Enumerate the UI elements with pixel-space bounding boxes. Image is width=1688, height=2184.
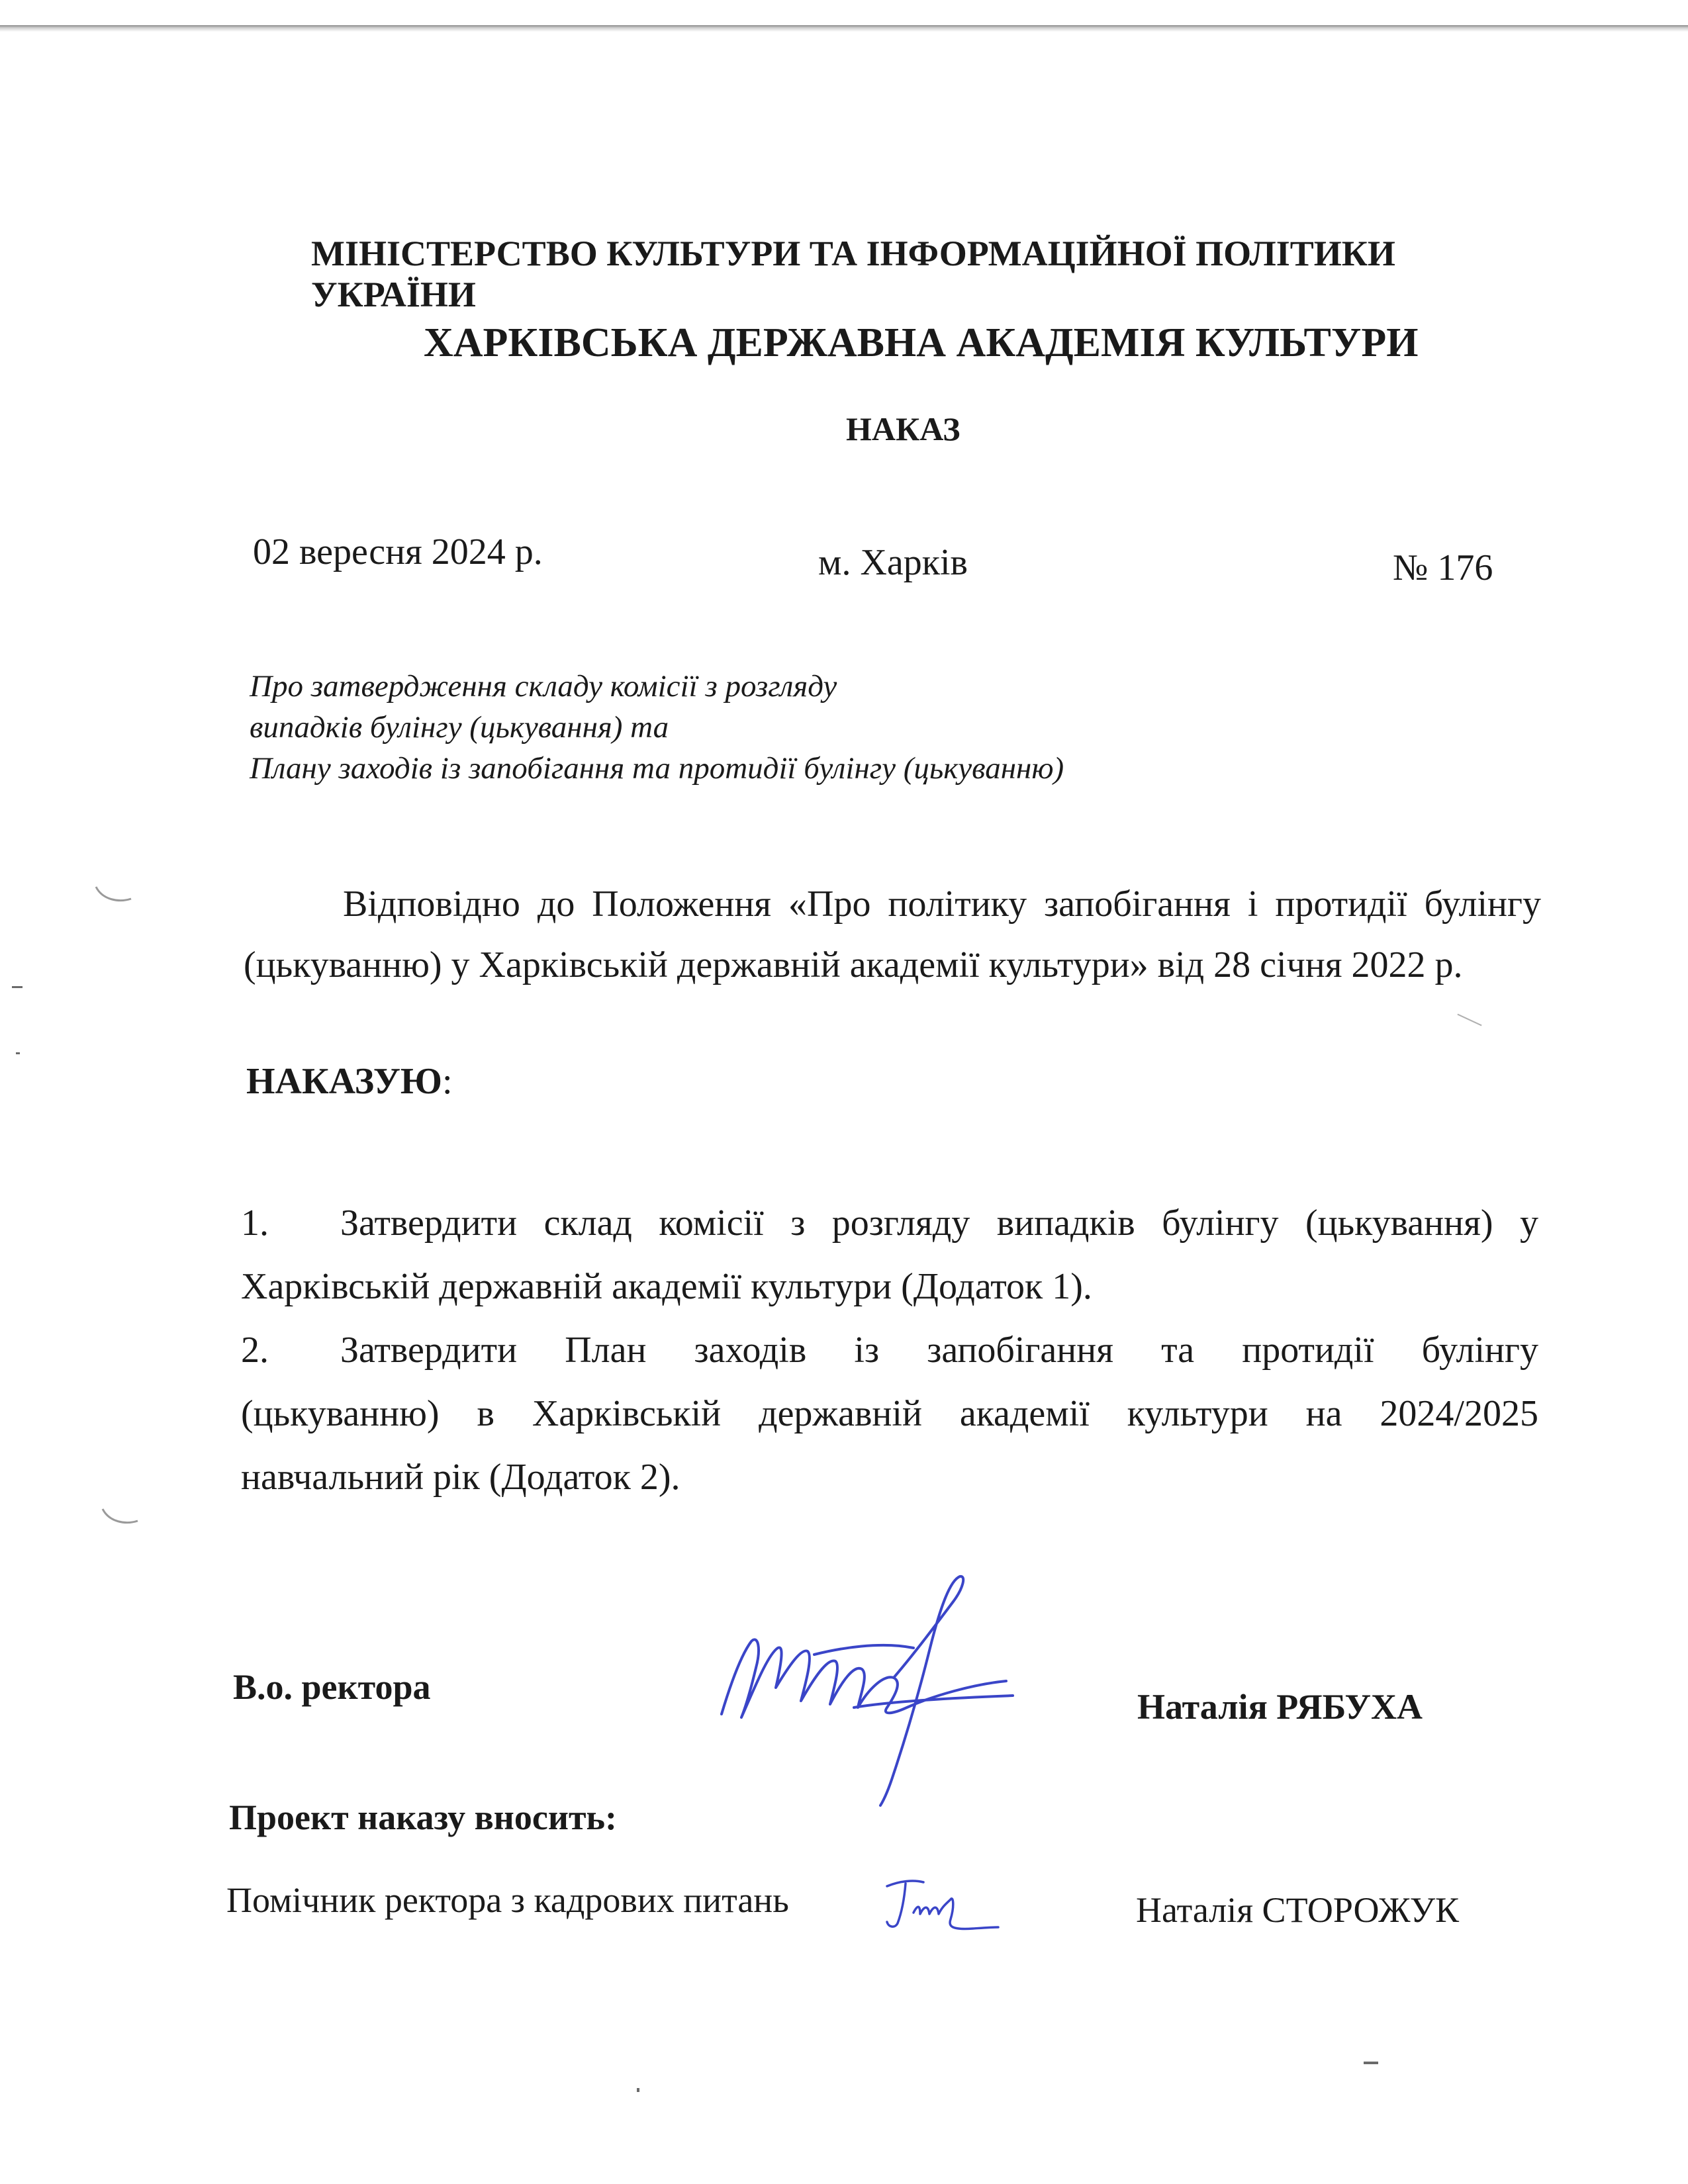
- preamble-line: (цькуванню) у Харківській державній академії культури» від 28 січня 2022 р.: [244, 944, 1463, 985]
- preamble-line: Відповідно до Положення «Про політику запобігання і протидії булінгу: [343, 884, 1541, 925]
- scan-shadow-edge: [0, 25, 1688, 32]
- order-item-line: (цькуванню) в Харківській державній академії культури на 2024/2025: [241, 1393, 1538, 1434]
- order-items: [241, 1191, 1538, 1509]
- order-subject: [250, 666, 1243, 789]
- order-colon: :: [442, 1061, 453, 1102]
- scan-speck: [16, 1052, 20, 1054]
- scan-speck: [1457, 1014, 1481, 1026]
- order-item-line: навчальний рік (Додаток 2).: [241, 1457, 680, 1498]
- scan-speck: [1364, 2062, 1378, 2064]
- order-item: [241, 1318, 1538, 1509]
- order-item-text: Затвердити склад комісії з розгляду випадків булінгу (цькування) у: [340, 1203, 1538, 1244]
- order-directive: [246, 1060, 453, 1103]
- subject-line: Плану заходів із запобігання та протидії булінгу (цькуванню): [250, 751, 1064, 786]
- order-item: [241, 1191, 1538, 1318]
- order-item-line: [241, 1191, 1538, 1255]
- order-item-line: Харківській державній академії культури (Додаток 1).: [241, 1266, 1092, 1307]
- project-submitter-name: Наталія СТОРОЖУК: [1136, 1890, 1460, 1930]
- subject-line: Про затвердження складу комісії з розгляду: [250, 669, 837, 704]
- punch-hole-mark: [99, 1502, 139, 1529]
- scan-margin-top: [0, 0, 1688, 25]
- order-item-number: 1.: [241, 1203, 269, 1244]
- academy-heading: ХАРКІВСЬКА ДЕРЖАВНА АКАДЕМІЯ КУЛЬТУРИ: [424, 320, 1419, 365]
- order-city: м. Харків: [818, 542, 968, 583]
- order-number: № 176: [1393, 547, 1493, 588]
- order-item-text: Затвердити План заходів із запобігання та протидії булінгу: [340, 1330, 1538, 1371]
- submitter-handwritten-signature: [874, 1866, 1006, 1939]
- document-type-heading: НАКАЗ: [846, 410, 961, 447]
- preamble-paragraph: [244, 874, 1541, 995]
- scan-speck: [637, 2088, 639, 2092]
- project-submitter-label: Проект наказу вносить:: [229, 1797, 618, 1837]
- scan-speck: [12, 986, 23, 988]
- signatory-name: Наталія РЯБУХА: [1137, 1687, 1423, 1727]
- subject-line: випадків булінгу (цькування) та: [250, 710, 669, 745]
- order-item-number: 2.: [241, 1330, 269, 1371]
- project-submitter-role: Помічник ректора з кадрових питань: [226, 1880, 789, 1920]
- order-item-line: [241, 1318, 1538, 1382]
- order-date: 02 вересня 2024 р.: [253, 531, 543, 572]
- punch-hole-mark: [93, 880, 132, 907]
- ministry-heading: МІНІСТЕРСТВО КУЛЬТУРИ ТА ІНФОРМАЦІЙНОЇ ПОЛІТИКИ УКРАЇНИ: [311, 234, 1395, 314]
- signatory-role: В.о. ректора: [233, 1667, 431, 1707]
- order-word: НАКАЗУЮ: [246, 1061, 442, 1102]
- rector-handwritten-signature: [695, 1549, 1066, 1840]
